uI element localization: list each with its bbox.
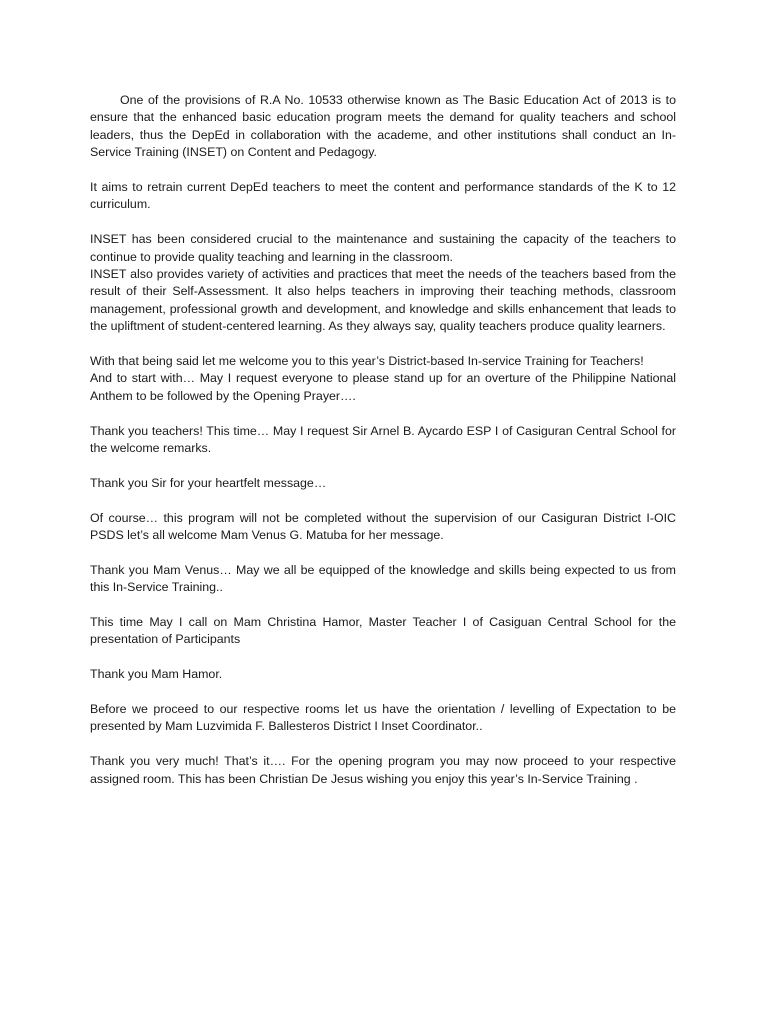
paragraph-inset-activities: INSET also provides variety of activities and practices that meet the needs of the teachers based from the result of their Self-Assessment. It also helps teachers in improving their teaching methods, classroom management, professional growth and development, and knowledge and skills enhancement that leads to the upliftment of student-centered learning. As they always say, quality teachers produce quality learners. — [90, 267, 676, 334]
paragraph-participants: This time May I call on Mam Christina Hamor, Master Teacher I of Casiguan Central School for the presentation of Participants — [90, 615, 676, 647]
paragraph-welcome: With that being said let me welcome you to this year’s District-based In-service Training for Teachers! — [90, 354, 644, 369]
paragraph-thank-venus: Thank you Mam Venus… May we all be equipped of the knowledge and skills being expected to us from this In-Service Training.. — [90, 562, 676, 595]
paragraph-inset-crucial: INSET has been considered crucial to the maintenance and sustaining the capacity of the teachers to continue to provide quality teaching and learning in the classroom. — [90, 232, 676, 264]
paragraph-thank-sir: Thank you Sir for your heartfelt message… — [90, 475, 327, 490]
paragraph-aims: It aims to retrain current DepEd teachers to meet the content and performance standards of the K to 12 curriculum. — [90, 180, 676, 212]
paragraph-anthem: And to start with… May I request everyone to please stand up for an overture of the Philippine National Anthem to be followed by the Opening Prayer…. — [90, 371, 676, 403]
paragraph-orientation: Before we proceed to our respective rooms let us have the orientation / levelling of Expectation to be presented by Mam Luzvimida F. Ballesteros District I Inset Coordinator.. — [90, 702, 676, 734]
paragraph-welcome-remarks: Thank you teachers! This time… May I request Sir Arnel B. Aycardo ESP I of Casiguran Central School for the welcome remarks. — [90, 423, 676, 456]
paragraph-psds-message: Of course… this program will not be completed without the supervision of our Casiguran District I-OIC PSDS let’s all welcome Mam Venus G. Matuba for her message. — [90, 510, 676, 543]
paragraph-closing: Thank you very much! That’s it…. For the opening program you may now proceed to your respective assigned room. This has been Christian De Jesus wishing you enjoy this year’s In-Service Training . — [90, 754, 676, 786]
paragraph-thank-hamor: Thank you Mam Hamor. — [90, 667, 223, 682]
paragraph-intro: One of the provisions of R.A No. 10533 otherwise known as The Basic Education Act of 2013 is to ensure that the enhanced basic education program meets the demand for quality teachers and school leaders, thus the DepEd in collaboration with the academe, and other institutions shall conduct an In-Service Training (INSET) on Content and Pedagogy. — [90, 93, 676, 160]
document-body — [90, 92, 676, 805]
